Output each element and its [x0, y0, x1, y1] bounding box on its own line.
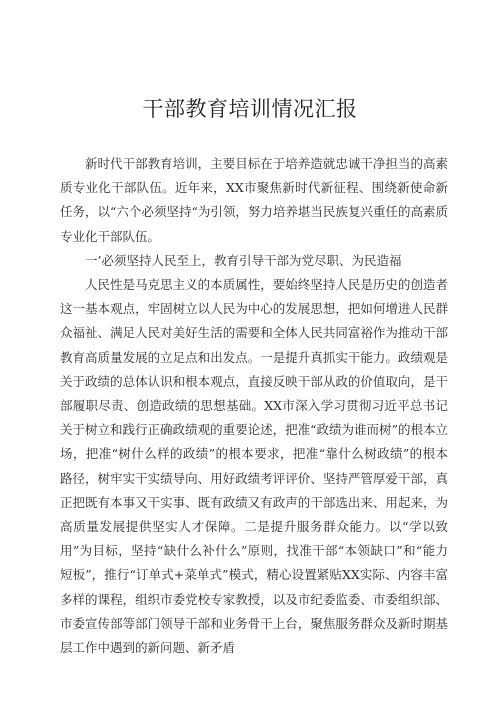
document-title: 干部教育培训情况汇报	[142, 97, 358, 121]
intro-paragraph: 新时代干部教育培训，主要目标在于培养造就忠诚干净担当的高素质专业化干部队伍。近年来，XX市聚焦新时代新征程、围绕新使命新任务，以“六个必须坚持“为引领，努力培养堪当民族复兴重任的高素质专业化干部队伍。	[60, 156, 448, 244]
section-heading-1: 一’必须坚持人民至上，教育引导干部为党尽职、为民造福	[85, 252, 402, 268]
section-1-paragraph: 人民性是马克思主义的本质属性，要始终坚持人民是历史的创造者这一基本观点，牢固树立以人民为中心的发展思想，把如何增进人民群众福祉、满足人民对美好生活的需要和全体人民共同富裕作为推动干部教育高质量发展的立足点和出发点。一是提升真抓实干能力。政绩观是关于政绩的总体认识和根本观点，直接反映干部从政的价值取向，是干部履职尽责、创造政绩的思想基础。XX市深入学习贯彻习近平总书记关于树立和践行正确政绩观的重要论述，把准“政绩为谁而树”的根本立场，把准“树什么样的政绩”的根本要求，把准“靠什么树政绩”的根本路径，树牢实干实绩导向、用好政绩考评评价、坚持严管厚爱干部，真正把既有本事又干实事、既有政绩又有政声的干部选出来、用起来，为高质量发展提供坚实人才保障。二是提升服务群众能力。以“学以致用”为目标，坚持“缺什么补什么”原则，找准干部“本领缺口”和“能力短板”，推行“订单式+菜单式”模式，精心设置紧贴XX实际、内容丰富多样的课程，组织市委党校专家教授，以及市纪委监委、市委组织部、市委宣传部等部门领导干部和业务骨干上台，聚焦服务群众及新时期基层工作中遇到的新问题、新矛盾	[60, 277, 448, 656]
document-body	[60, 152, 448, 660]
